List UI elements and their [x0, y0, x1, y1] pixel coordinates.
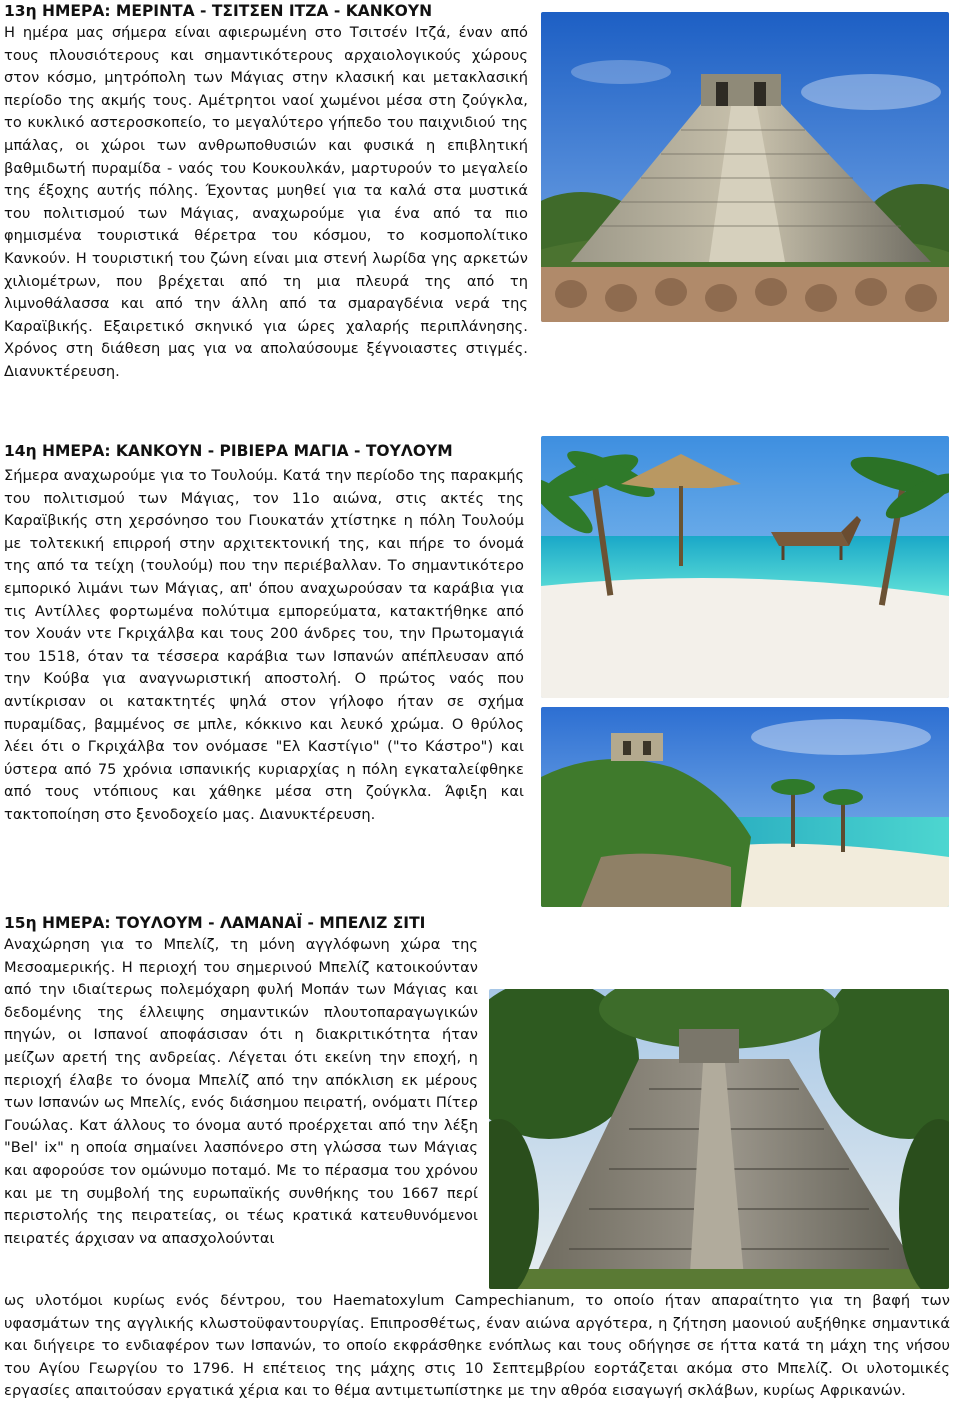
day15-title: 15η ΗΜΕΡΑ: ΤΟΥΛΟΥΜ - ΛΑΜΑΝΑΪ - ΜΠΕΛΙΖ ΣΙΤΙ: [4, 914, 426, 932]
day15-section: [4, 912, 478, 1250]
day13-section: [4, 0, 528, 384]
day15-text-continued: ως υλοτόμοι κυρίως ενός δέντρου, του Haematoxylum Campechianum, το οποίο ήταν απαραίτητο για τη βαφή των υφασμάτων της αγγλικής κλωστοϋφαντουργίας. Επιπροσθέτως, έναν αιώνα αργότερα, η ζήτηση μαονιού αυξήθηκε σημαντικά και διήγειρε το ενδιαφέρον των Ισπανών, το οποίο εκφράσθηκε ενόπλως και τους οδήγησε σε ήττα κατά τη μάχη της νήσου του Αγίου Γεωργίου το 1796. Η επέτειος της μάχης στις 10 Σεπτεμβρίου εορτάζεται ακόμα στο Μπελίζ. Οι υλοτομικές εργασίες απαιτούσαν εργατικά χέρια και το θέμα αντιμετωπίστηκε με την αθρόα εισαγωγή σκλάβων, κυρίως Αφρικανών.: [4, 1292, 950, 1400]
chichen-itza-pyramid-image: [541, 12, 949, 322]
tulum-ruins-image: [541, 707, 949, 907]
day14-section: [4, 440, 524, 827]
day13-text: Η ημέρα μας σήμερα είναι αφιερωμένη στο Τσιτσέν Ιτζά, έναν από τους πλουσιότερους και σημαντικότερους αρχαιολογικούς χώρους στον κόσμο, μητρόπολη των Μάγιας στην κλασική και μετακλασική περίοδο της ακμής τους. Αμέτρητοι ναοί χωμένοι μέσα στη ζούγκλα, το κυκλικό αστεροσκοπείο, το μεγαλύτερο γήπεδο του παιχνιδιού της μπάλας, οι χώροι των ανθρωποθυσιών και φυσικά η επιβλητική βαθμιδωτή πυραμίδα - ναός του Κουκουλκάν, μαρτυρούν το μεγαλείο της έξοχης αυτής πόλης. Έχοντας μυηθεί για τα καλά στα μυστικά του πολιτισμού των Μάγιας, αναχωρούμε για ένα από τα πιο φημισμένα τουριστικά θέρετρα του κόσμου, το κοσμοπολίτικο Κανκούν. Η τουριστική του ζώνη είναι μια στενή λωρίδα γης αρκετών χιλιομέτρων, που βρέχεται από τη μια πλευρά της από τη λιμνοθάλασσα και από την άλλη από τα σμαραγδένια νερά της Καραϊβικής. Εξαιρετικό σκηνικό για ώρες χαλαρής περιπλάνησης. Χρόνος στη διάθεση μας για να απολαύσουμε ξέγνοιαστες στιγμές. Διανυκτέρευση.: [4, 24, 528, 380]
day15-text: Αναχώρηση για το Μπελίζ, τη μόνη αγγλόφωνη χώρα της Μεσοαμερικής. Η περιοχή του σημερινού Μπελίζ κατοικούνταν από την ιδιαίτερως πολεμόχαρη φυλή Μοπάν των Μάγιας και δεδομένης της έλλειψης σημαντικών πλουτοπαραγωγικών πηγών, οι Ισπανοί αποφάσισαν ότι η διακριτικότητα ήταν μείζων αρετή της ανδρείας. Λέγεται ότι εκείνη την εποχή, η περιοχή έλαβε το όνομα Μπελίζ από την απόκλιση εκ μέρους των Ισπανών ως Μπελίς, ενός διάσημου πειρατή, ονόματι Πίτερ Γουώλας. Κατ άλλους το όνομα αυτό προέρχεται από την λέξη "Bel' ix" η οποία σημαίνει λασπόνερο στη γλώσσα των Μάγιας και αφορούσε τον ομώνυμο ποταμό. Με το πέρασμα του χρόνου και με τη συμβολή της ευρωπαϊκής συνθήκης του 1667 περί περιστολής της πειρατείας, οι τέως κρατικά κατευθυνόμενοι πειρατές άρχισαν να απασχολούνται: [4, 936, 478, 1247]
day13-title: 13η ΗΜΕΡΑ: ΜΕΡΙΝΤΑ - ΤΣΙΤΣΕΝ ΙΤΖΑ - ΚΑΝΚΟΥΝ: [4, 2, 433, 20]
day14-title: 14η ΗΜΕΡΑ: ΚΑΝΚΟΥΝ - ΡΙΒΙΕΡΑ ΜΑΓΙΑ - ΤΟΥΛΟΥΜ: [4, 442, 453, 460]
beach-photo-art: [541, 436, 949, 698]
cancun-beach-image: [541, 436, 949, 698]
lamanai-photo-art: [489, 989, 949, 1289]
day15-text-continued-block: [4, 1290, 950, 1403]
lamanai-temple-image: [489, 989, 949, 1289]
tulum-photo-art: [541, 707, 949, 907]
pyramid-photo-art: [541, 12, 949, 322]
day14-text: Σήμερα αναχωρούμε για το Τουλούμ. Κατά την περίοδο της παρακμής του πολιτισμού των Μάγιας, τον 11ο αιώνα, στις ακτές της Καραϊβικής στη χερσόνησο του Γιουκατάν χτίστηκε η πόλη Τουλούμ με τολτεκική επιρροή στην αρχιτεκτονική της, και πήρε το όνομά της από τα τείχη (τουλούμ) που την περιέβαλλαν. Το σημαντικότερο εμπορικό λιμάνι των Μάγιας, απ' όπου αναχωρούσαν τα καράβια για τις Αντίλλες φορτωμένα πολύτιμα εμπορεύματα, κατακτήθηκε από τον Χουάν ντε Γκριχάλβα και τους 200 άνδρες του, την Πρωτομαγιά του 1518, όταν τα τέσσερα καράβια των Ισπανών απέπλευσαν από την Κούβα για αναγνωριστική αποστολή. Ο πρώτος ναός που αντίκρισαν οι κατακτητές ψηλά στον γήλοφο ήταν σε σχήμα πυραμίδας, βαμμένος σε μπλε, κόκκινο και λευκό χρώμα. Ο θρύλος λέει ότι ο Γκριχάλβα τον ονόμασε "Ελ Καστίγιο" ("το Κάστρο") και ύστερα από 75 χρόνια ισπανικής κυριαρχίας η πόλη εγκαταλείφθηκε από τους ντόπιους και χάθηκε μέσα στη ζούγκλα. Άφιξη και τακτοποίηση στο ξενοδοχείο μας. Διανυκτέρευση.: [4, 467, 524, 823]
